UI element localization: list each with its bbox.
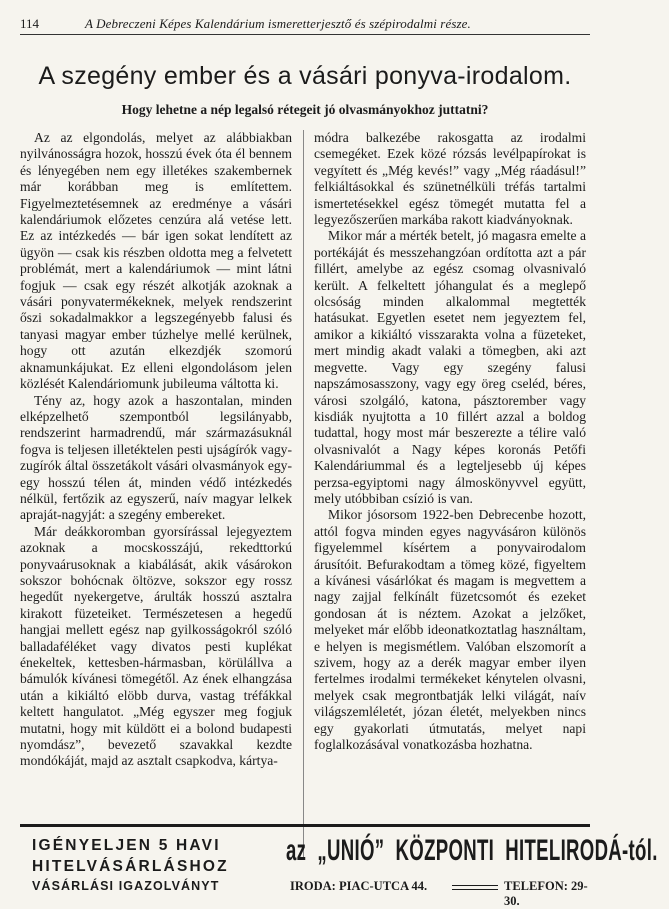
paragraph: módra balkezébe rakosgatta az irodalmi csemegéket. Ezek közé rózsás levélpapírokat is vegyített és „Még kevés!” vagy „Még ráadásul!” felkiáltásokkal és szünetnélküli tréfás tartalmi ismertetésekkel egész tömegét mutatta fel a legyezőszerűen markába rakott kiadványoknak. bbox=[314, 130, 586, 228]
paragraph: Tény az, hogy azok a haszontalan, minden elképzelhető szempontból legsilányabb, rendszerint harmadrendű, már származásuknál fogva is teljesen illetéktelen pesti ujságírók vagy-zugírók által összetákolt vásári olvasmányok egy-egy hosszú télen át, minden védő intézkedés nélkül, fertőzik az egyszerű, naív magyar lelkek apraját-nagyját: a szegény embereket. bbox=[20, 392, 292, 523]
ad-office-address: IRODA: PIAC-UTCA 44. bbox=[290, 879, 428, 893]
column-divider bbox=[303, 130, 304, 858]
page bbox=[20, 12, 658, 908]
ad-word: KÖZPONTI bbox=[395, 834, 495, 867]
page-header bbox=[20, 12, 590, 35]
page-number: 114 bbox=[20, 16, 40, 31]
left-column bbox=[20, 130, 292, 858]
ad-separator bbox=[452, 885, 498, 890]
ad-line-2: HITELVÁSÁRLÁSHOZ bbox=[32, 858, 229, 875]
ad-word: az bbox=[286, 834, 307, 867]
right-column bbox=[314, 130, 586, 858]
paragraph: Mikor jósorsom 1922-ben Debrecenbe hozott, attól fogva minden egyes nagyvásáron különös figyelemmel kísértem a ponyvairodalom árusítóit. Befurakodtam a tömeg közé, figyeltem a kívánesi vásárlókat és magam is megvettem a nagy zajjal felkínált füzetcsomót és ezeket gondosan át is néztem. Azokat a jelzőket, melyeket már előbb ideonatkoztatlag használtam, e helyen is megismétlem. Valóban elszomorít a szivem, hogy az a derék magyar ember ilyen fertelmes irodalmi termékeket kénytelen olvasni, melyek csak megrontbatják lelki világát, naív világszemléletét, józan életét, melyekben nincs egy gyakorlati útmutatás, melyet napi foglalkozásával vonatkozásba hozhatna. bbox=[314, 507, 586, 753]
ad-line-3: VÁSÁRLÁSI IGAZOLVÁNYT bbox=[32, 879, 220, 893]
ad-word: „UNIÓ” bbox=[317, 834, 385, 867]
article-title: A szegény ember és a vásári ponyva-irodalom. bbox=[38, 62, 572, 90]
running-title: A Debreczeni Képes Kalendárium ismeretterjesztő és szépirodalmi része. bbox=[85, 16, 471, 31]
ad-phone: TELEFON: 29-30. bbox=[504, 879, 588, 908]
advertisement bbox=[20, 824, 658, 908]
paragraph: Már deákkoromban gyorsírással lejegyeztem azoknak a mocskosszájú, rekedttorkú ponyvaárusoknak a kiabálását, akik vásárokon sokszor bohócnak öltözve, sokszor egy rossz hegedűt nyekergetve, árulták hosszú asztalra kirakott füzeteiket. Természetesen a hegedű hangjai mellett egész nap gyilkosságokról szóló balladaféléket vagy divatos pesti kuplékat énekeltek, kettesben-hármasban, körülállva a bámulók kívánesi tömegétől. Az ének elhangzása után a kikiáltó elöbb durva, vastag tréfákkal keltett hangulatot. „Még egyszer meg fogjuk mutatni, hogy mit küldött ei a bolond budapesti nyomdász”, bevezető szavakkal kezdte mondókáját, majd az asztalt csapkodva, kártya- bbox=[20, 523, 292, 769]
ad-line-1: IGÉNYELJEN 5 HAVI bbox=[32, 837, 221, 854]
ad-company-name bbox=[286, 831, 658, 871]
paragraph: Az az elgondolás, melyet az alábbiakban nyilvánosságra hozok, hosszú évek óta él bennem és lényegében nem egy illetékes szakembernek már korábban meg is említettem. Figyelmeztetésemnek az eredménye a vásári kalendáriumok előzetes cenzúra alá vetése lett. Ez az intézkedés — bár igen sokat lendített az ügyön — csak kis részben oldotta meg a felvetett problémát, mert a kalendáriumok — mint látni fogjuk — csak egy részét alkotják azoknak a vásári ponyvatermékeknek, melyek rendszerint őszi sokadalmakkor a legszegényebb falusi és tanyasi magyar ember túzhelye mellé kerülnek, hogy ott azután elkezdjék szomorú aknamunkájukat. Ez elleni elgondolásom jelen közlését Kalendáriomunk jubileuma váltotta ki. bbox=[20, 130, 292, 392]
paragraph: Mikor már a mérték betelt, jó magasra emelte a portékáját és messzehangzóan ordította azt a pár fillért, amelybe az egész csomag olvasnivaló került. A felkeltett jóhangulat és a meglepő olcsóság minden alkalommal megtették hatásukat. Egyetlen esetet nem jegyeztem fel, amikor a kikiáltó visszarakta volna a füzeteket, mert mindig akadt valaki a tömegben, aki azt megvette. Vagy egy szegény falusi napszámosasszony, vagy egy öreg cseléd, béres, városi szolgáló, katona, pásztorember vagy kisdiák nyujtotta a 10 fillért azzal a boldog tudattal, hogy most már beszerezte a télire való olvasnivalót a Nagy képes koronás Petőfi Kalendáriummal és a legteljesebb új képes perzsa-egyiptomi nagy álmoskönyvvel együtt, mely utóbbiban csízió is van. bbox=[314, 228, 586, 506]
article-subtitle: Hogy lehetne a nép legalsó rétegeit jó olvasmányokhoz juttatni? bbox=[121, 102, 489, 117]
ad-word: HITELIRODÁ-tól. bbox=[505, 834, 658, 867]
